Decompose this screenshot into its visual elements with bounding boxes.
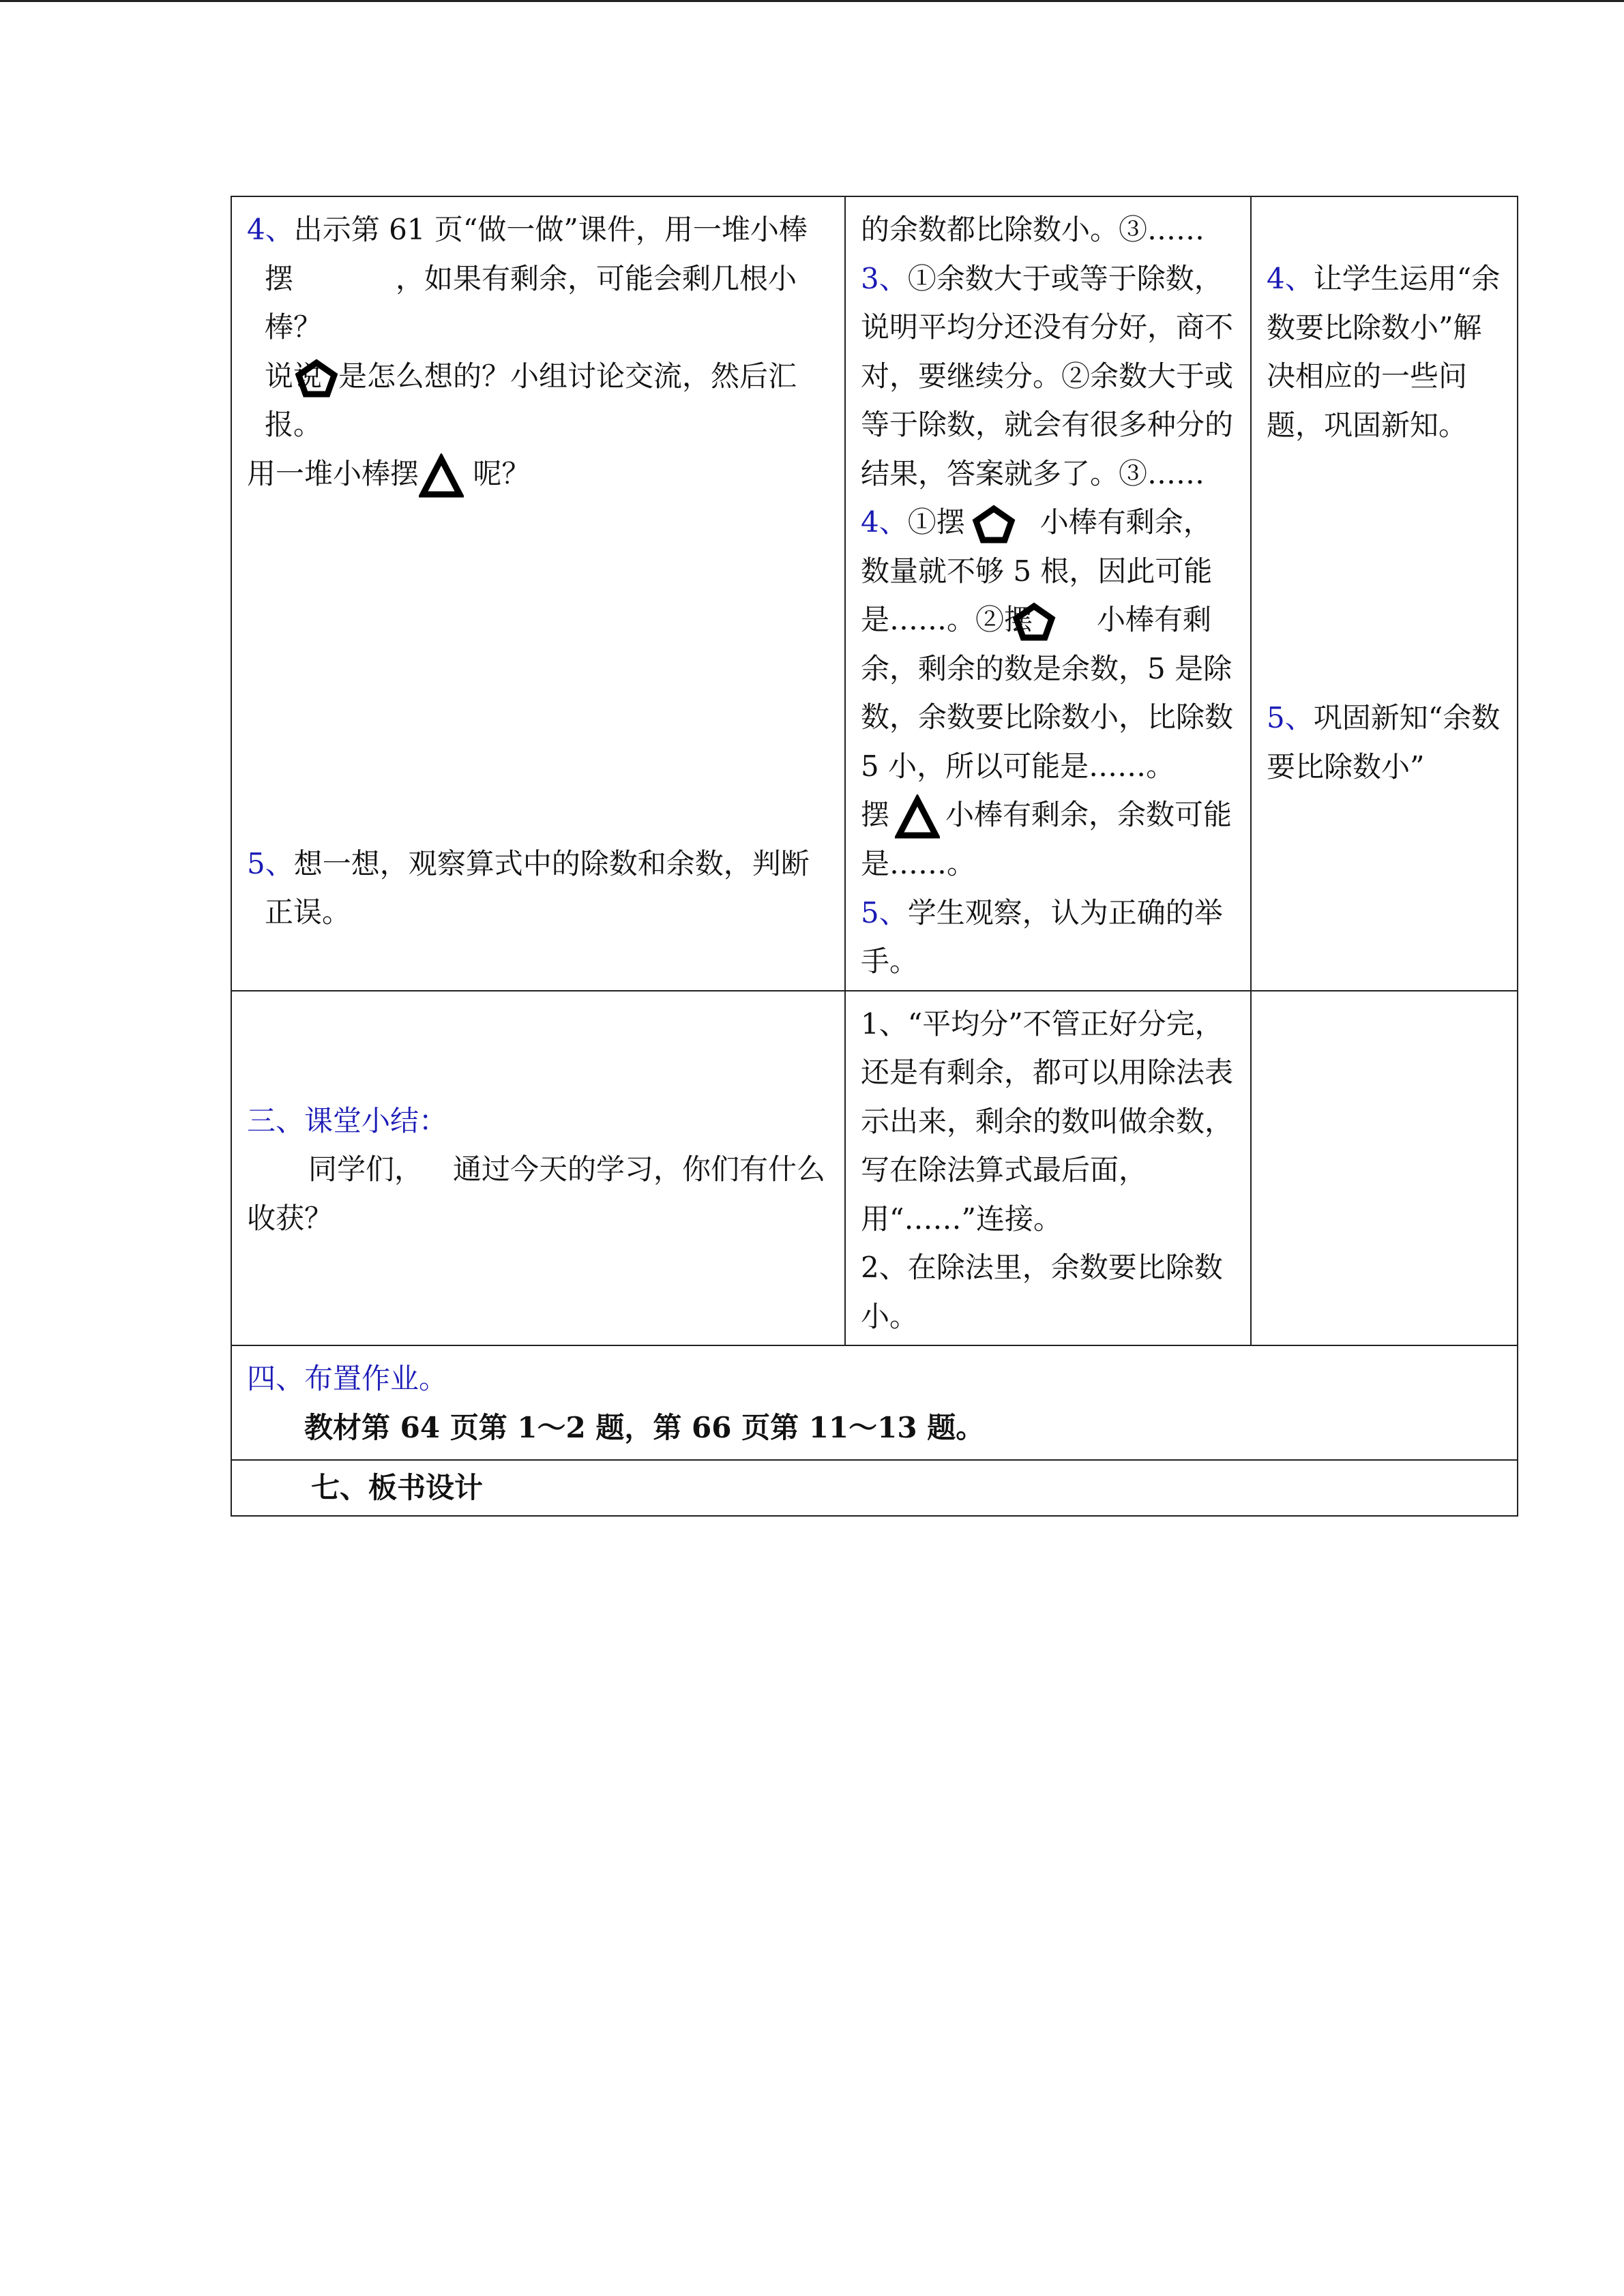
student-item-5: 5、学生观察，认为正确的举手。 bbox=[861, 895, 1223, 978]
item-number: 4、 bbox=[247, 213, 294, 246]
pentagon-icon bbox=[1012, 602, 1056, 642]
triangle-icon bbox=[419, 453, 464, 498]
section-heading-summary: 三、课堂小结： bbox=[247, 1103, 448, 1137]
table-row-activities bbox=[231, 196, 1518, 991]
lesson-plan-table bbox=[231, 196, 1518, 1517]
intent-item-5: 5、巩固新知“余数要比除数小” bbox=[1267, 701, 1501, 784]
intent-item-4: 4、让学生运用“余数要比除数小”解决相应的一些问题，巩固新知。 bbox=[1267, 262, 1501, 442]
pentagon-icon bbox=[295, 359, 338, 398]
section-heading-homework: 四、布置作业。 bbox=[247, 1362, 448, 1395]
board-design-heading: 七、板书设计 bbox=[231, 1460, 1518, 1516]
student-activity-cell: 的余数都比除数小。③…… 3、①余数大于或等于除数，说明平均分还没有分好，商不对，要继续分。②余数大于或等于除数，就会有很多种分的结果，答案就多了。③…… 4、①摆 小棒有剩余，数量就不够 5 根，因此可能是……。②摆 小棒有剩余，剩余的数是余数，5 是除数，余数要比除数小，比除数 5 小，所以可能是……。 摆 小棒有剩余，余数可能是……。 5、学生观察，认为正确的举手。 bbox=[845, 196, 1251, 991]
table-row-homework bbox=[231, 1345, 1518, 1460]
design-intent-cell bbox=[1251, 196, 1518, 991]
student-item-4: 4、①摆 小棒有剩余，数量就不够 5 根，因此可能是……。②摆 小棒有剩余，剩余的数是余数，5 是除数，余数要比除数小，比除数 5 小，所以可能是……。 bbox=[861, 505, 1234, 783]
triangle-icon bbox=[895, 794, 940, 839]
summary-teacher-cell: 三、课堂小结： 同学们， 通过今天的学习，你们有什么收获？ bbox=[231, 991, 845, 1346]
teacher-item-4: 4、出示第 61 页“做一做”课件，用一堆小棒 bbox=[247, 213, 808, 246]
table-row-board bbox=[231, 1460, 1518, 1516]
table-row-summary bbox=[231, 991, 1518, 1346]
teacher-activity-cell: 4、出示第 61 页“做一做”课件，用一堆小棒 摆 ，如果有剩余，可能会剩几根小棒？ 说说 是怎么想的？小组讨论交流，然后汇 报。 用一堆小棒摆 呢？ 5、想一想，观察算式中的除数和余数，判断 正误。 bbox=[231, 196, 845, 991]
student-item-3: 3、①余数大于或等于除数，说明平均分还没有分好，商不对，要继续分。②余数大于或等于除数，就会有很多种分的结果，答案就多了。③…… bbox=[861, 261, 1234, 490]
homework-text: 教材第 64 页第 1～2 题，第 66 页第 11～13 题。 bbox=[304, 1410, 985, 1444]
summary-student-cell: 1、“平均分”不管正好分完，还是有剩余，都可以用除法表示出来，剩余的数叫做余数，写在除法算式最后面，用“……”连接。 2、在除法里，余数要比除数小。 bbox=[845, 991, 1251, 1346]
pentagon-icon bbox=[972, 505, 1016, 544]
teacher-item-5: 5、想一想，观察算式中的除数和余数，判断 bbox=[247, 846, 810, 880]
page-top-rule bbox=[0, 0, 1624, 2]
item-number: 5、 bbox=[247, 846, 294, 880]
summary-intent-cell bbox=[1251, 991, 1518, 1346]
homework-cell bbox=[231, 1345, 1518, 1460]
